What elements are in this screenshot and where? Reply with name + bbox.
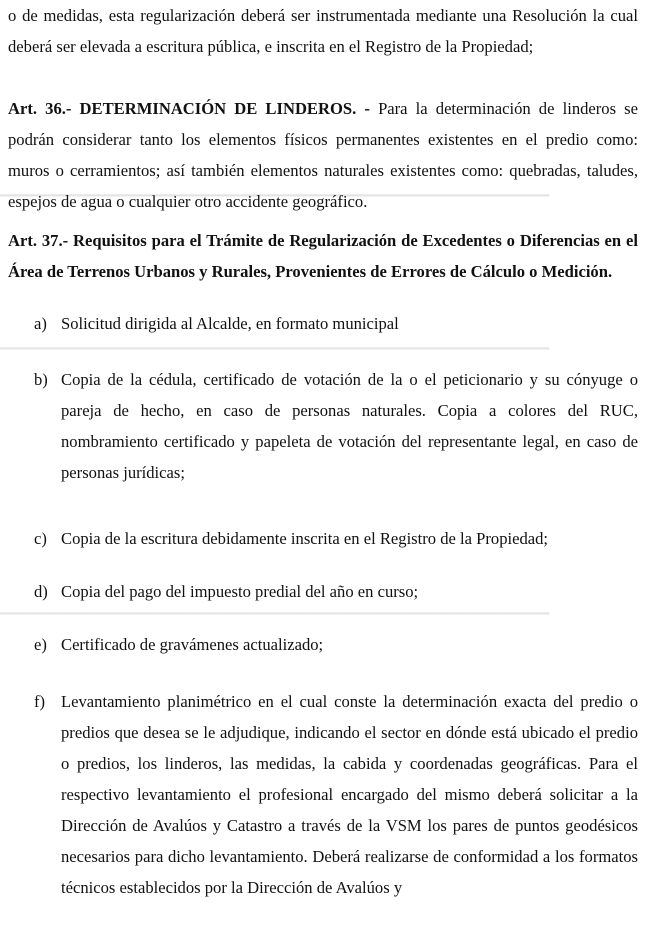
list-marker: e) bbox=[34, 635, 47, 654]
article-36-body: Para la determinación de linderos se podrán considerar tanto los elementos físicos permanentes existentes en el predio como: muros o cerramientos; así también elementos naturales existentes como: quebradas, taludes, espejos de agua o cualquier otro accidente geográfico. bbox=[8, 99, 639, 211]
list-item-a bbox=[8, 308, 638, 339]
list-item-d bbox=[8, 576, 638, 607]
intro-paragraph: o de medidas, esta regularización deberá ser instrumentada mediante una Resolución la cual deberá ser elevada a escritura pública, e inscrita en el Registro de la Propiedad; bbox=[8, 6, 638, 56]
list-marker: c) bbox=[34, 529, 47, 548]
document-page bbox=[8, 0, 638, 903]
list-marker: a) bbox=[34, 314, 47, 333]
list-item-text: Levantamiento planimétrico en el cual conste la determinación exacta del predio o predios que desea se le adjudique, indicando el sector en dónde está ubicado el predio o predios, los linderos, las medidas, la cabida y coordenadas geográficas. Para el respectivo levantamiento el profesional encargado del mismo deberá solicitar a la Dirección de Avalúos y Catastro a través de la VSM los pares de puntos geodésicos necesarios para dicho levantamiento. Deberá realizarse de conformidad a los formatos técnicos establecidos por la Dirección de Avalúos y bbox=[61, 692, 638, 897]
article-37-heading: Art. 37.- Requisitos para el Trámite de Regularización de Excedentes o Diferencias en el Área de Terrenos Urbanos y Rurales, Provenientes de Errores de Cálculo o Medición. bbox=[8, 231, 638, 281]
list-item-text: Certificado de gravámenes actualizado; bbox=[61, 635, 324, 654]
list-marker: f) bbox=[34, 692, 46, 711]
bleed-through-texture: ▁▁▁▁▁▁▁▁▁▁▁▁▁▁▁▁▁▁▁▁▁▁▁▁▁▁▁▁▁▁▁▁▁▁▁▁▁▁▁▁▁▁▁▁▁▁▁▁▁▁▁ bbox=[0, 180, 550, 196]
spacer bbox=[8, 62, 638, 93]
requirements-list bbox=[8, 308, 638, 903]
article-36 bbox=[8, 93, 638, 217]
list-item-c bbox=[8, 523, 638, 554]
list-marker: b) bbox=[34, 370, 48, 389]
list-item-text: Copia de la escritura debidamente inscrita en el Registro de la Propiedad; bbox=[61, 529, 549, 548]
list-item-f bbox=[8, 686, 638, 903]
list-item-text: Copia de la cédula, certificado de votación de la o el peticionario y su cónyuge o pareja de hecho, en caso de personas naturales. Copia a colores del RUC, nombramiento certificado y papeleta de votación del representante legal, en caso de personas jurídicas; bbox=[61, 370, 638, 482]
list-item-b bbox=[8, 364, 638, 488]
list-marker: d) bbox=[34, 582, 48, 601]
bleed-through-texture: ▁▁▁▁▁▁▁▁▁▁▁▁▁▁▁▁▁▁▁▁▁▁▁▁▁▁▁▁▁▁▁▁▁▁▁▁▁▁▁▁▁▁▁▁▁▁▁▁▁▁▁ bbox=[0, 333, 550, 349]
list-item-text: Copia del pago del impuesto predial del año en curso; bbox=[61, 582, 419, 601]
bleed-through-texture: ▁▁▁▁▁▁▁▁▁▁▁▁▁▁▁▁▁▁▁▁▁▁▁▁▁▁▁▁▁▁▁▁▁▁▁▁▁▁▁▁▁▁▁▁▁▁▁▁▁▁▁ bbox=[0, 598, 550, 614]
list-item-text: Solicitud dirigida al Alcalde, en formato municipal bbox=[61, 314, 399, 333]
article-36-heading: Art. 36.- DETERMINACIÓN DE LINDEROS. - bbox=[8, 99, 370, 118]
list-item-e bbox=[8, 629, 638, 660]
